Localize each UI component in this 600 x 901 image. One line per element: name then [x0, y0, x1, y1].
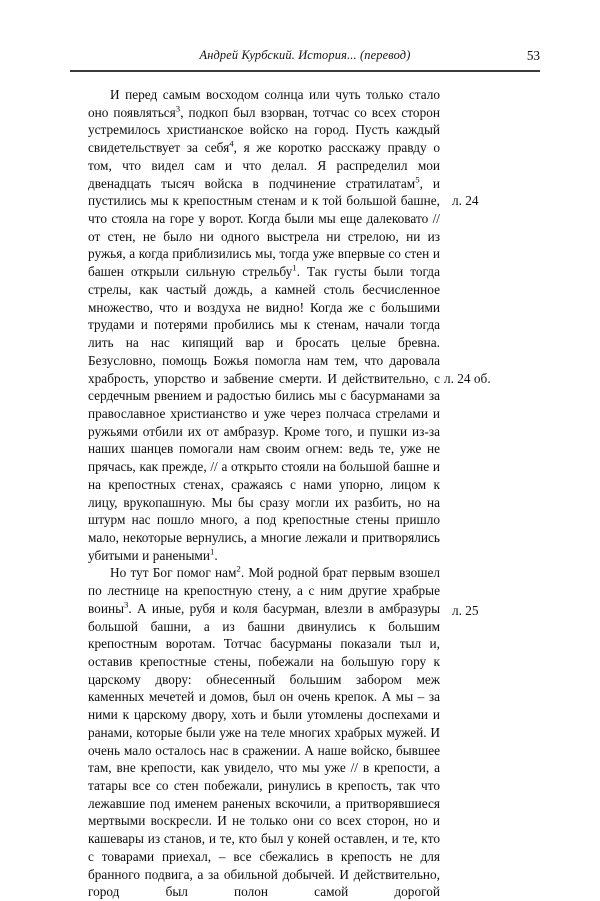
paragraph-1: И перед самым восходом солнца или чуть только стало оно появляться$^3$, подкоп был взорван, тотчас со всех сторон устремилось христианское войско на город. Пусть каждый свидетельствует за себя$^4$, я же коротко расскажу правду о том, что видел сам и что делал. Я распределил мои двенадцать тысяч войска в подчинение стратилатам$^5$, и пустились мы к крепостным стенам и к той большой башне, что стояла на горе у ворот. Когда были мы еще далековато // от стен, не было ни одного выстрела ни стрелою, ни из ружья, а когда приблизились мы, тогда уже впервые со стен и башен открыли сильную стрельбу$^1$. Так густы были тогда стрелы, как частый дождь, а камней столь бесчисленное множество, что и воздуха не видно! Когда же с большими трудами и потерями пробились мы к стенам, начали тогда лить на нас кипящий вар и бросать целые бревна. Безусловно, помощь Божья помогла нам тем, что даровала храбрость, упорство и забвение смерти. И действительно, с сердечным рвением и радостью бились мы с басурманами за православное христианство и уже через полчаса стрелами и ружьями отбили их от амбразур. Кроме того, и пушки из-за наших шанцев помогали нам своим огнем: ведь те, уже не прячась, как прежде, // а открыто стояли на большой башне и на крепостных стенах, сражаясь с нами упорно, лицом к лицу, врукопашную. Мы бы сразу могли их разбить, но на штурм нас пошло много, а под крепостные стены пришло мало, некоторые вернулись, а многие лежали и притворялись убитыми и ранеными$^1$.	[88, 87, 441, 563]
header-title: Андрей Курбский. История... (перевод)	[199, 48, 411, 62]
margin-note-folio-24: л. 24	[452, 193, 479, 208]
margin-note-folio-25: л. 25	[452, 603, 479, 618]
header-rule	[70, 70, 540, 72]
page-number: 53	[526, 48, 540, 63]
paragraph-2: Но тут Бог помог нам$^2$. Мой родной брат первым взошел по лестнице на крепостную стену, а с ним другие храбрые воины$^3$. А иные, рубя и коля басурман, влезли в амбразуры большой башни, а из башни двинулись к большим крепостным воротам. Тотчас басурманы показали тыл и, оставив крепостные стены, побежали на большую гору к царскому двору: обнесенный большим забором меж каменных мечетей и домов, был он очень крепок. А мы – за ними к царскому двору, хоть и были утомлены доспехами и ранами, которые были уже на теле многих храбрых мужей. И очень мало осталось нас в сражении. А наше войско, бывшее там, вне крепости, как увидело, что мы уже // в крепости, а татары все со стен побежали, ринулись в крепость, так что лежавшие под именем раненых вскочили, а притворявшиеся мертвыми воскресли. И не только они со всех сторон, но и кашевары из станов, и те, кто был у коней оставлен, и те, кто с товарами приехал, – все сбежались в крепость не для бранного подвига, а за обильной добычей. И действительно, город был полон самой дорогой	[88, 563, 440, 900]
running-header	[70, 48, 540, 66]
margin-note-folio-24-ob: л. 24 об.	[444, 371, 491, 386]
body-text-column	[88, 86, 440, 901]
